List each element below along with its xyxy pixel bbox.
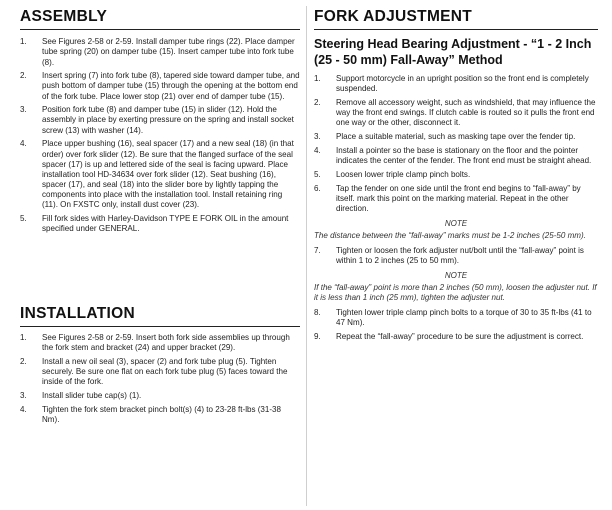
step-text: Fill fork sides with Harley-Davidson TYPE E FORK OIL in the amount specified under GENERAL. — [42, 214, 289, 234]
step-number: 2. — [314, 98, 321, 108]
step-text: Repeat the “fall-away” procedure to be sure the adjustment is correct. — [336, 331, 584, 341]
step-number: 5. — [314, 169, 321, 179]
step-text: See Figures 2-58 or 2-59. Install damper tube rings (22). Place damper tube spring (20) on damper tube (15). Insert camper tube into fork tube (8). — [42, 37, 295, 67]
step-number: 1. — [20, 37, 27, 47]
step-number: 6. — [314, 183, 321, 193]
step-text: Insert spring (7) into fork tube (8), tapered side toward damper tube, and push bottom of damper tube (15) through the opening at the bottom end of the fork tube. Place lower stop (21) over end of damper tube (15). — [42, 71, 300, 101]
fork-step — [314, 146, 598, 166]
fork-adjustment-steps-3 — [314, 308, 598, 342]
fork-step — [314, 184, 598, 214]
note-heading: NOTE — [444, 218, 468, 228]
step-text: Tighten or loosen the fork adjuster nut/bolt until the “fall-away” point is within 1 to 2 inches (25 to 50 mm). — [336, 245, 584, 265]
installation-section — [20, 305, 300, 429]
installation-step — [20, 391, 300, 401]
step-text: Install a new oil seal (3), spacer (2) and fork tube plug (5). Tighten securely. Be sure one flat on each fork tube plug (5) faces toward the inside of the fork. — [42, 357, 288, 387]
fork-adjustment-steps — [314, 74, 598, 214]
fork-step — [314, 308, 598, 328]
step-number: 2. — [20, 71, 27, 81]
assembly-step — [20, 214, 300, 234]
installation-heading-rule — [20, 326, 300, 327]
step-text: Tap the fender on one side until the front end begins to “fall-away” by itself. mark this point on the marking material. Repeat in the other direction. — [336, 183, 581, 213]
fork-step — [314, 170, 598, 180]
fork-adjustment-section — [314, 8, 598, 346]
note-text: If the “fall-away” point is more than 2 inches (50 mm), loosen the adjuster nut. If it is less than 1 inch (25 mm), tighten the adjuster nut. — [314, 282, 597, 302]
assembly-step — [20, 105, 300, 135]
column-divider — [306, 6, 307, 506]
step-number: 1. — [314, 74, 321, 84]
step-number: 2. — [20, 357, 27, 367]
assembly-step — [20, 139, 300, 210]
step-number: 4. — [314, 145, 321, 155]
note-heading: NOTE — [444, 270, 468, 280]
installation-steps — [20, 333, 300, 425]
fork-adjustment-title: FORK ADJUSTMENT — [314, 8, 473, 25]
step-number: 5. — [20, 214, 27, 224]
fork-step — [314, 74, 598, 94]
step-text: Position fork tube (8) and damper tube (15) in slider (12). Hold the assembly in place by exerting pressure on the spring and install socket screw (13) with washer (14). — [42, 105, 294, 135]
step-number: 1. — [20, 333, 27, 343]
note-text: The distance between the “fall-away” marks must be 1-2 inches (25-50 mm). — [314, 230, 586, 240]
fork-adjustment-heading — [314, 8, 598, 30]
step-text: Tighten lower triple clamp pinch bolts to a torque of 30 to 35 ft-lbs (41 to 47 Nm). — [336, 308, 592, 328]
step-text: Support motorcycle in an upright position so the front end is completely suspended. — [336, 74, 589, 94]
installation-step — [20, 357, 300, 387]
fork-adjustment-steps-2 — [314, 246, 598, 266]
assembly-step — [20, 37, 300, 67]
step-text: Tighten the fork stem bracket pinch bolt(s) (4) to 23-28 ft-lbs (31-38 Nm). — [42, 404, 281, 425]
fork-adjustment-heading-rule — [314, 29, 598, 30]
step-number: 3. — [314, 132, 321, 142]
step-number: 4. — [20, 404, 27, 414]
installation-step — [20, 333, 300, 353]
step-text: Remove all accessory weight, such as windshield, that may influence the way the front end swings. If clutch cable is routed so it pulls the front end one way or the other, disconnect it. — [336, 98, 596, 128]
assembly-steps — [20, 37, 300, 234]
step-number: 9. — [314, 331, 321, 341]
fork-step — [314, 132, 598, 142]
step-number: 3. — [20, 105, 27, 115]
installation-title: INSTALLATION — [20, 305, 135, 322]
step-number: 8. — [314, 308, 321, 317]
fork-step — [314, 332, 598, 342]
assembly-section — [20, 8, 300, 238]
installation-heading — [20, 305, 300, 327]
step-number: 7. — [314, 245, 321, 255]
step-text: Place upper bushing (16), seal spacer (17) and a new seal (18) (in that order) over fork slider (12). Be sure that the flanged surface of the seal spacer (17) is up and lettered side of the seal is facing upward. Place installation tool HD-34634 over fork slider (12). Seat bushing (16), spacer (17), and seal (18) into the slider bore by lightly tapping the components into place with the installation tool. Install retaining ring (11). On FXSTC only, install dust cover (23). — [42, 139, 294, 210]
step-text: Loosen lower triple clamp pinch bolts. — [336, 169, 471, 179]
step-text: Install a pointer so the base is stationary on the floor and the pointer indicates the center of the fender. The front end must be straight ahead. — [336, 145, 592, 166]
assembly-step — [20, 71, 300, 101]
step-text: See Figures 2-58 or 2-59. Insert both fork side assemblies up through the fork stem and bracket (24) and upper bracket (29). — [42, 333, 290, 353]
assembly-heading — [20, 8, 300, 30]
assembly-title: ASSEMBLY — [20, 8, 108, 25]
installation-step — [20, 405, 300, 425]
fork-step — [314, 246, 598, 266]
fork-step — [314, 98, 598, 128]
step-number: 4. — [20, 139, 27, 149]
step-text: Install slider tube cap(s) (1). — [42, 391, 142, 401]
assembly-heading-rule — [20, 29, 300, 30]
fork-adjustment-subtitle: Steering Head Bearing Adjustment - “1 - 2 Inch (25 - 50 mm) Fall-Away” Method — [314, 37, 592, 68]
step-number: 3. — [20, 391, 27, 401]
step-text: Place a suitable material, such as masking tape over the fender tip. — [336, 132, 576, 142]
